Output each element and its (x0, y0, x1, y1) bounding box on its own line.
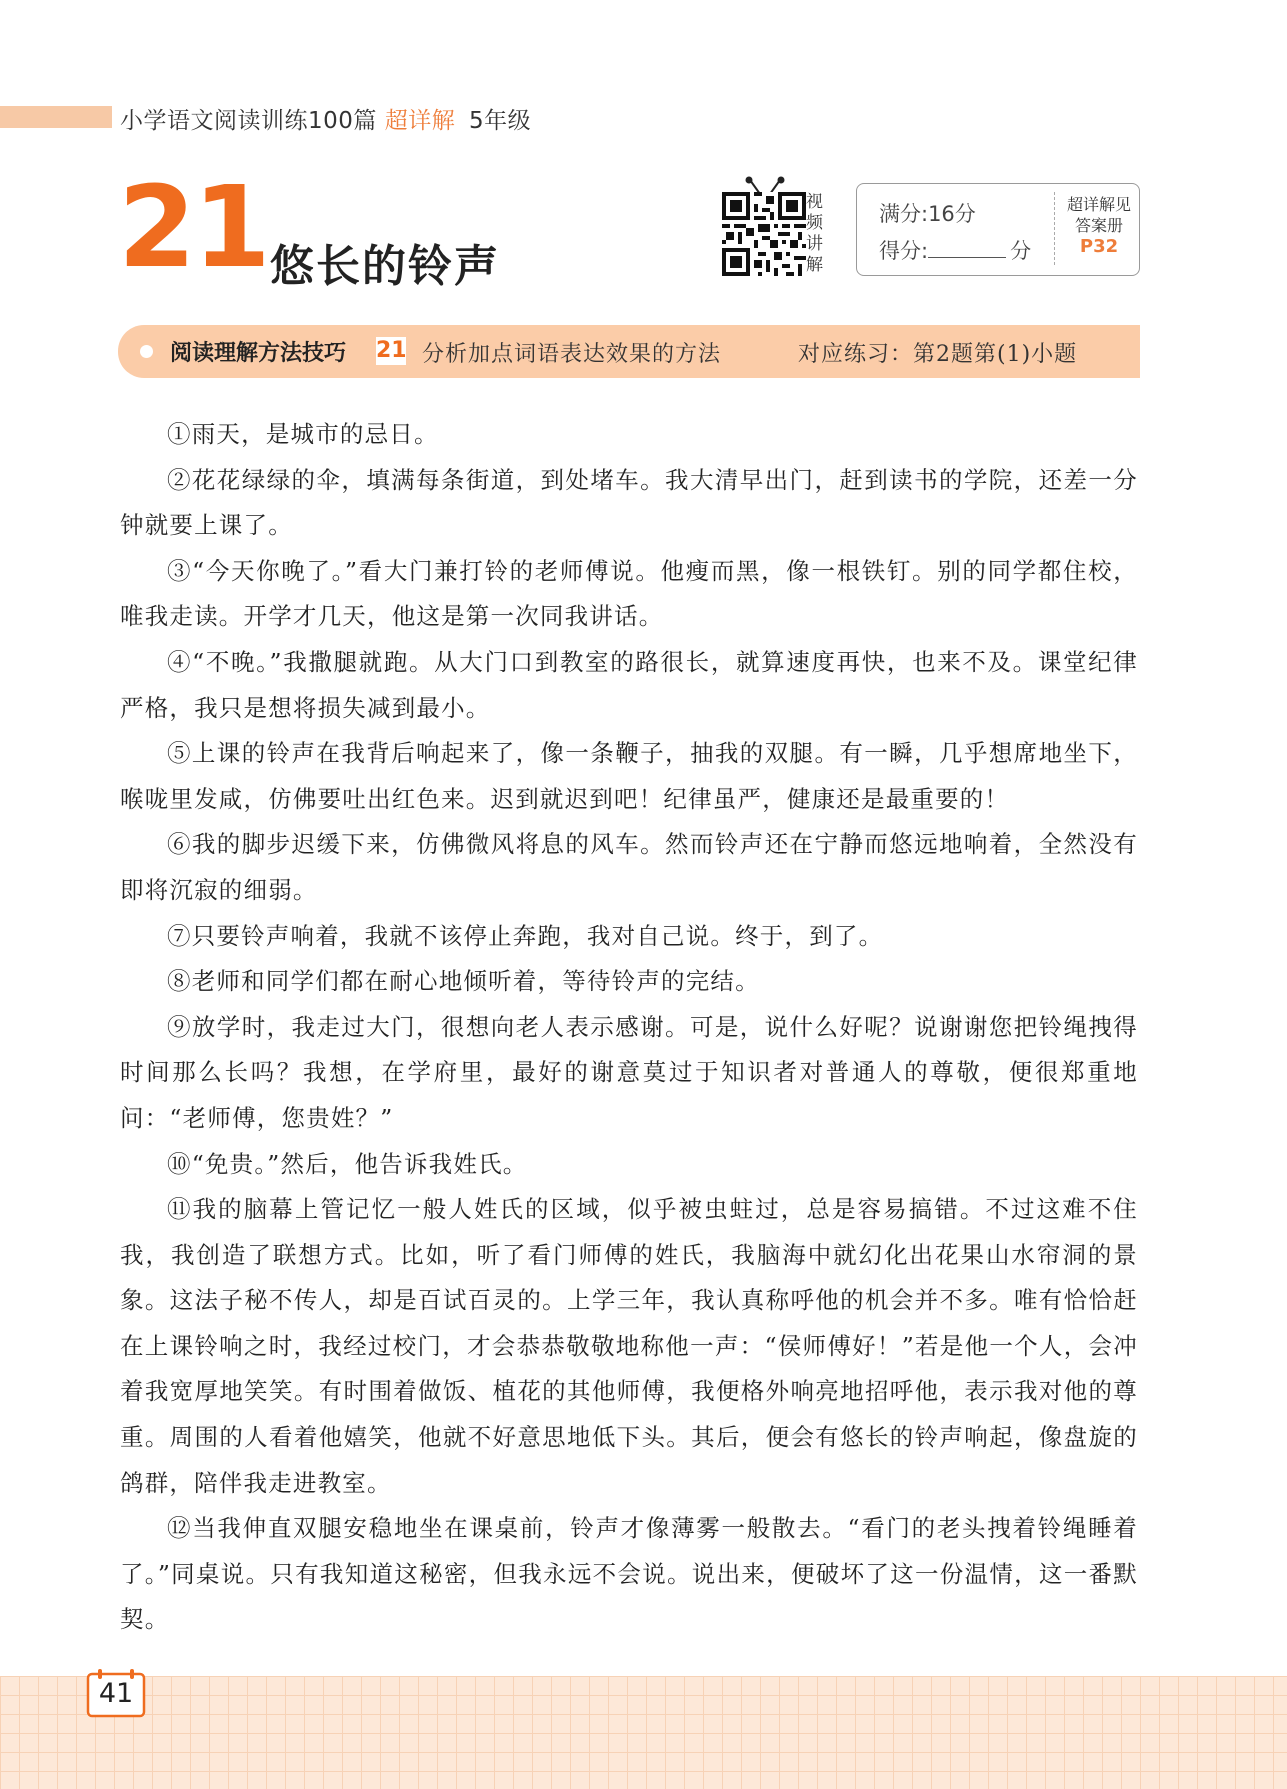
qr-label (806, 192, 830, 276)
score-divider (1054, 192, 1055, 265)
score-full: 满分:16分 (879, 202, 976, 226)
paragraph: ⑪我的脑幕上管记忆一般人姓氏的区域，似乎被虫蛀过，总是容易搞错。不过这难不住我，我创造了联想方式。比如，听了看门师傅的姓氏，我脑海中就幻化出花果山水帘洞的景象。这法子秘不传人，却是百试百灵的。上学三年，我认真称呼他的机会并不多。唯有恰恰赶在上课铃响之时，我经过校门，才会恭恭敬敬地称他一声：“侯师傅好！”若是他一个人，会冲着我宽厚地笑笑。有时围着做饭、植花的其他师傅，我便格外响亮地招呼他，表示我对他的尊重。周围的人看着他嬉笑，他就不好意思地低下头。其后，便会有悠长的铃声响起，像盘旋的鸽群，陪伴我走进教室。 (120, 1195, 1138, 1497)
method-text: 分析加点词语表达效果的方法 (422, 342, 722, 367)
chapter-title: 悠长的铃声 (270, 241, 500, 292)
score-input-line[interactable] (928, 239, 1006, 258)
score-got-unit: 分 (1010, 239, 1032, 263)
paragraph: ⑨放学时，我走过大门，很想向老人表示感谢。可是，说什么好呢？说谢谢您把铃绳拽得时间那么长吗？我想，在学府里，最好的谢意莫过于知识者对普通人的尊敬，便很郑重地问：“老师傅，您贵姓？” (120, 1012, 1138, 1132)
book-accent: 超详解 (384, 108, 456, 134)
paragraph: ③“今天你晚了。”看大门兼打铃的老师傅说。他瘦而黑，像一根铁钉。别的同学都住校，唯我走读。开学才几天，他这是第一次同我讲话。 (120, 556, 1138, 631)
paragraph: ⑤上课的铃声在我背后响起来了，像一条鞭子，抽我的双腿。有一瞬，几乎想席地坐下，喉咙里发咸，仿佛要吐出红色来。迟到就迟到吧！纪律虽严，健康还是最重要的！ (120, 739, 1138, 813)
paragraph: ⑧老师和同学们都在耐心地倾听着，等待铃声的完结。 (167, 967, 760, 996)
qr-label-char: 视 (806, 192, 823, 212)
header-accent-bar (0, 106, 112, 128)
answer-line1: 超详解见 (1066, 195, 1131, 214)
page-number: 41 (98, 1678, 134, 1709)
qr-label-char: 讲 (806, 234, 823, 254)
qr-code-icon[interactable] (722, 192, 806, 276)
paragraph: ⑥我的脚步迟缓下来，仿佛微风将息的风车。然而铃声还在宁静而悠远地响着，全然没有即将沉寂的细弱。 (120, 830, 1138, 904)
answer-page: P32 (1079, 236, 1119, 257)
book-header (120, 102, 531, 135)
page-number-badge (86, 1668, 146, 1718)
qr-label-char: 解 (806, 255, 823, 275)
answer-line2: 答案册 (1074, 216, 1123, 235)
qr-label-char: 频 (806, 213, 823, 233)
method-banner (118, 325, 1140, 378)
book-grade: 5年级 (469, 108, 532, 134)
method-label: 阅读理解方法技巧 (170, 341, 347, 366)
bullet-dot-icon (140, 345, 153, 358)
method-number: 21 (376, 338, 407, 363)
paragraph: ②花花绿绿的伞，填满每条街道，到处堵车。我大清早出门，赶到读书的学院，还差一分钟就要上课了。 (120, 465, 1138, 540)
footer-grid (0, 1676, 1287, 1789)
paragraph: ⑦只要铃声响着，我就不该停止奔跑，我对自己说。终于，到了。 (167, 921, 884, 950)
paragraph: ①雨天，是城市的忌日。 (167, 420, 439, 448)
score-got-label: 得分: (879, 239, 929, 263)
method-exercise: 对应练习：第2题第(1)小题 (798, 342, 1078, 367)
paragraph: ⑫当我伸直双腿安稳地坐在课桌前，铃声才像薄雾一般散去。“看门的老头拽着铃绳睡着了。”同桌说。只有我知道这秘密，但我永远不会说。说出来，便破坏了这一份温情，这一番默契。 (120, 1514, 1138, 1634)
article-body (120, 412, 1138, 1643)
score-got (879, 235, 1031, 265)
chapter-number: 21 (118, 163, 268, 293)
paragraph: ④“不晚。”我撒腿就跑。从大门口到教室的路很长，就算速度再快，也来不及。课堂纪律严格，我只是想将损失减到最小。 (120, 647, 1138, 722)
paragraph: ⑩“免贵。”然后，他告诉我姓氏。 (167, 1149, 528, 1178)
book-title: 小学语文阅读训练100篇 (120, 108, 377, 134)
answer-reference (1060, 194, 1138, 257)
score-box (856, 183, 1140, 276)
